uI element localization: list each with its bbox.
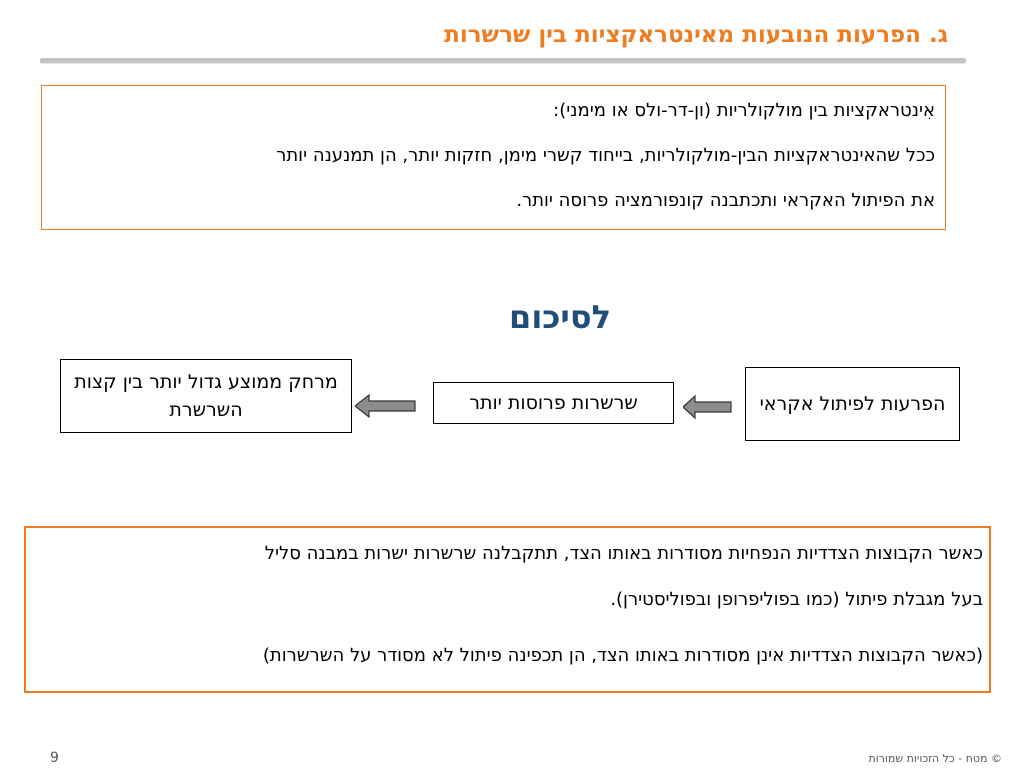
arrow-left-icon — [683, 393, 733, 421]
top-box-line-1: אִינטראקציות בין מולקולריות (ון-דר-ולס או מימני): — [553, 100, 935, 121]
summary-heading: לסיכום — [509, 298, 611, 336]
top-box-line-3: את הפיתול האקראי ותכתבנה קונפורמציה פרוסה יותר. — [516, 190, 935, 211]
side-groups-box — [24, 526, 991, 693]
top-box-line-2: ככל שהאינטראקציות הבין-מולקולריות, בייחוד קשרי מימן, חזקות יותר, הן תמנענה יותר — [276, 145, 935, 166]
flow-box-random-coil-disruption — [745, 367, 960, 441]
page-title: ג. הפרעות הנובעות מאינטראקציות בין שרשרות — [444, 22, 948, 48]
flow-box-extended-chains — [433, 382, 674, 424]
flow-box-end-to-end-label: מרחק ממוצע גדול יותר בין קצות השרשרת — [74, 371, 338, 421]
flow-box-extended-chains-label: שרשרות פרוסות יותר — [469, 392, 638, 414]
bottom-box-line-3: (כאשר הקבוצות הצדדיות אינן מסודרות באותו הצד, הן תכפינה פיתול לא מסודר על השרשרות) — [262, 645, 983, 666]
arrow-left-icon — [355, 392, 417, 420]
title-divider — [40, 58, 966, 63]
intermolecular-interactions-box — [41, 85, 946, 230]
flow-box-end-to-end-distance — [60, 359, 352, 433]
page-number: 9 — [50, 750, 59, 766]
copyright-notice: © מטח - כל הזכויות שמורות — [868, 752, 1002, 765]
bottom-box-line-2: בעל מגבלת פיתול (כמו בפוליפרופן ובפוליסטירן). — [610, 589, 983, 610]
flow-box-random-coil-label: הפרעות לפיתול אקראי — [759, 393, 946, 415]
bottom-box-line-1: כאשר הקבוצות הצדדיות הנפחיות מסודרות באותו הצד, תתקבלנה שרשרות ישרות במבנה סליל — [264, 543, 983, 564]
